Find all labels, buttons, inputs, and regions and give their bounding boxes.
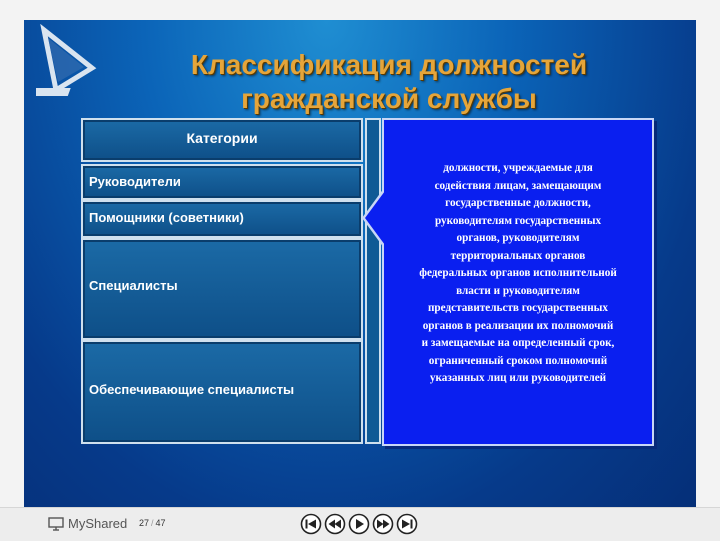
callout-line: указанных лиц или руководителей xyxy=(429,372,607,384)
presentation-icon xyxy=(48,517,64,531)
slide-title xyxy=(124,48,654,116)
slide xyxy=(24,20,696,507)
total-pages: 47 xyxy=(155,518,166,528)
next-slide-icon[interactable] xyxy=(372,513,394,535)
callout-pointer-fill xyxy=(365,191,385,245)
row-label: Руководители xyxy=(89,174,181,189)
previous-slide-icon[interactable] xyxy=(324,513,346,535)
first-slide-icon[interactable] xyxy=(300,513,322,535)
table-row xyxy=(81,200,363,238)
logo-icon xyxy=(36,24,106,100)
callout-line: и замещаемые на определенный срок, xyxy=(421,337,615,349)
callout-line: территориальных органов xyxy=(450,249,586,262)
viewer-toolbar xyxy=(0,507,720,541)
callout-line: органов, руководителям xyxy=(456,232,580,244)
title-line-2: гражданской службы xyxy=(241,83,537,114)
table-row xyxy=(81,340,363,444)
callout-line: власти и руководителям xyxy=(456,284,580,297)
callout-line: органов в реализации их полномочий xyxy=(422,319,614,332)
callout-text xyxy=(384,160,652,388)
table-row xyxy=(81,238,363,340)
brand-link[interactable] xyxy=(48,516,127,531)
table-header-cell xyxy=(81,118,363,162)
table-row xyxy=(81,164,363,200)
callout-line: представительств государственных xyxy=(427,302,609,314)
callout-line: содействия лицам, замещающим xyxy=(434,179,602,192)
play-icon[interactable] xyxy=(348,513,370,535)
page-counter xyxy=(139,518,166,528)
brand-name: MyShared xyxy=(68,516,128,531)
callout-line: ограниченный сроком полномочий xyxy=(428,354,608,367)
callout-line: федеральных органов исполнительной xyxy=(419,267,617,279)
row-label: Специалисты xyxy=(89,278,178,293)
last-slide-icon[interactable] xyxy=(396,513,418,535)
table-header-label: Категории xyxy=(186,130,258,146)
callout-line: государственные должности, xyxy=(445,197,591,209)
table-column-2 xyxy=(365,118,381,444)
title-line-1: Классификация должностей xyxy=(190,49,588,80)
callout-line: руководителям государственных xyxy=(434,214,602,227)
row-label: Помощники (советники) xyxy=(89,210,244,225)
slide-controls xyxy=(300,513,418,535)
page-separator: / xyxy=(151,518,154,528)
row-label: Обеспечивающие специалисты xyxy=(89,382,295,397)
callout-line: должности, учреждаемые для xyxy=(443,162,593,174)
current-page: 27 xyxy=(139,518,150,528)
